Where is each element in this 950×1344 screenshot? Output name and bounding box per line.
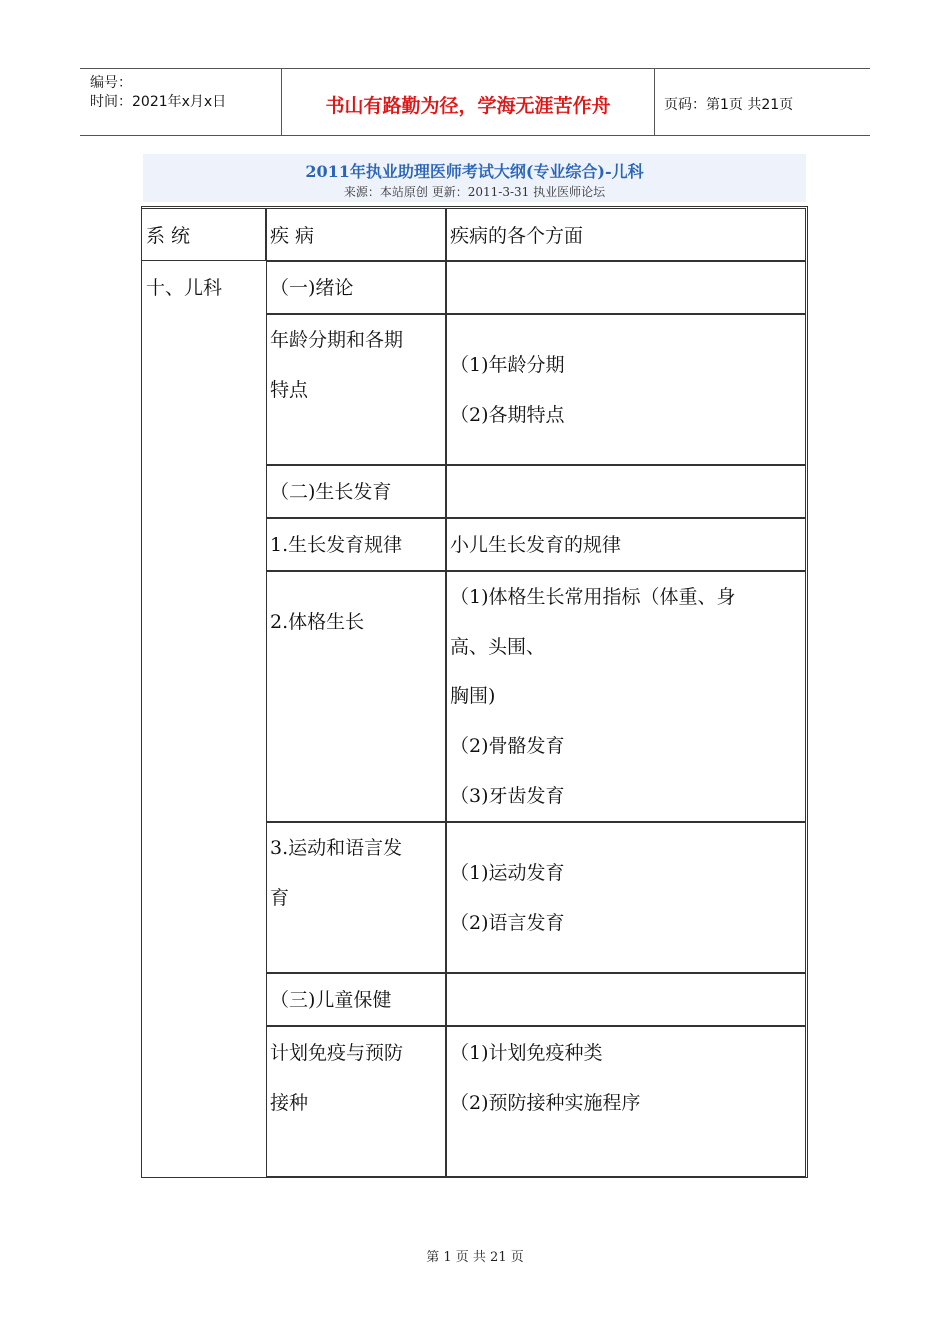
aspect-text: 高、头围、 — [450, 636, 546, 658]
table-row-aspect-cell — [446, 261, 806, 314]
aspect-text: 胸围) — [450, 685, 496, 707]
table-row-aspect-cell — [446, 465, 806, 518]
aspect-text: （1)计划免疫种类 — [450, 1042, 603, 1064]
document-source: 来源：本站原创 更新：2011-3-31 执业医师论坛 — [343, 185, 606, 199]
header-number-label: 编号： — [90, 75, 132, 91]
header-text-aspects: 疾病的各个方面 — [450, 225, 584, 247]
header-text-disease: 疾 病 — [270, 225, 315, 247]
disease-text: 年龄分期和各期 — [270, 329, 404, 351]
disease-text: 接种 — [270, 1092, 309, 1114]
header-divider-right — [654, 68, 655, 136]
disease-text: 1.生长发育规律 — [270, 534, 403, 556]
aspect-text: （2)各期特点 — [450, 404, 565, 426]
aspect-text: （2)预防接种实施程序 — [450, 1092, 641, 1114]
header-text-system: 系 统 — [146, 225, 191, 247]
disease-text: 育 — [270, 887, 290, 909]
document-title: 2011年执业助理医师考试大纲(专业综合)-儿科 — [305, 162, 644, 181]
aspect-text: （1)运动发育 — [450, 862, 565, 884]
header-time-label: 时间：2021年x月x日 — [90, 94, 227, 110]
disease-text: 2.体格生长 — [270, 611, 365, 633]
header-page-info: 页码：第1页 共21页 — [664, 97, 794, 113]
disease-text: （一)绪论 — [270, 277, 354, 299]
header-motto: 书山有路勤为径，学海无涯苦作舟 — [325, 95, 611, 117]
page-footer: 第 1 页 共 21 页 — [426, 1250, 524, 1265]
aspect-text: （1)体格生长常用指标（体重、身 — [450, 586, 736, 608]
disease-text: 3.运动和语言发 — [270, 837, 403, 859]
disease-text: （三)儿童保健 — [270, 989, 392, 1011]
aspect-text: （1)年龄分期 — [450, 354, 565, 376]
aspect-text: （2)语言发育 — [450, 912, 565, 934]
aspect-text: （2)骨骼发育 — [450, 735, 565, 757]
disease-text: 特点 — [270, 379, 309, 401]
disease-text: 计划免疫与预防 — [270, 1042, 404, 1064]
aspect-text: 小儿生长发育的规律 — [450, 534, 622, 556]
header-top-rule — [80, 68, 870, 69]
system-name: 十、儿科 — [146, 277, 223, 299]
header-bottom-rule — [80, 135, 870, 136]
table-row-aspect-cell — [446, 973, 806, 1026]
aspect-text: （3)牙齿发育 — [450, 785, 565, 807]
disease-text: （二)生长发育 — [270, 481, 392, 503]
